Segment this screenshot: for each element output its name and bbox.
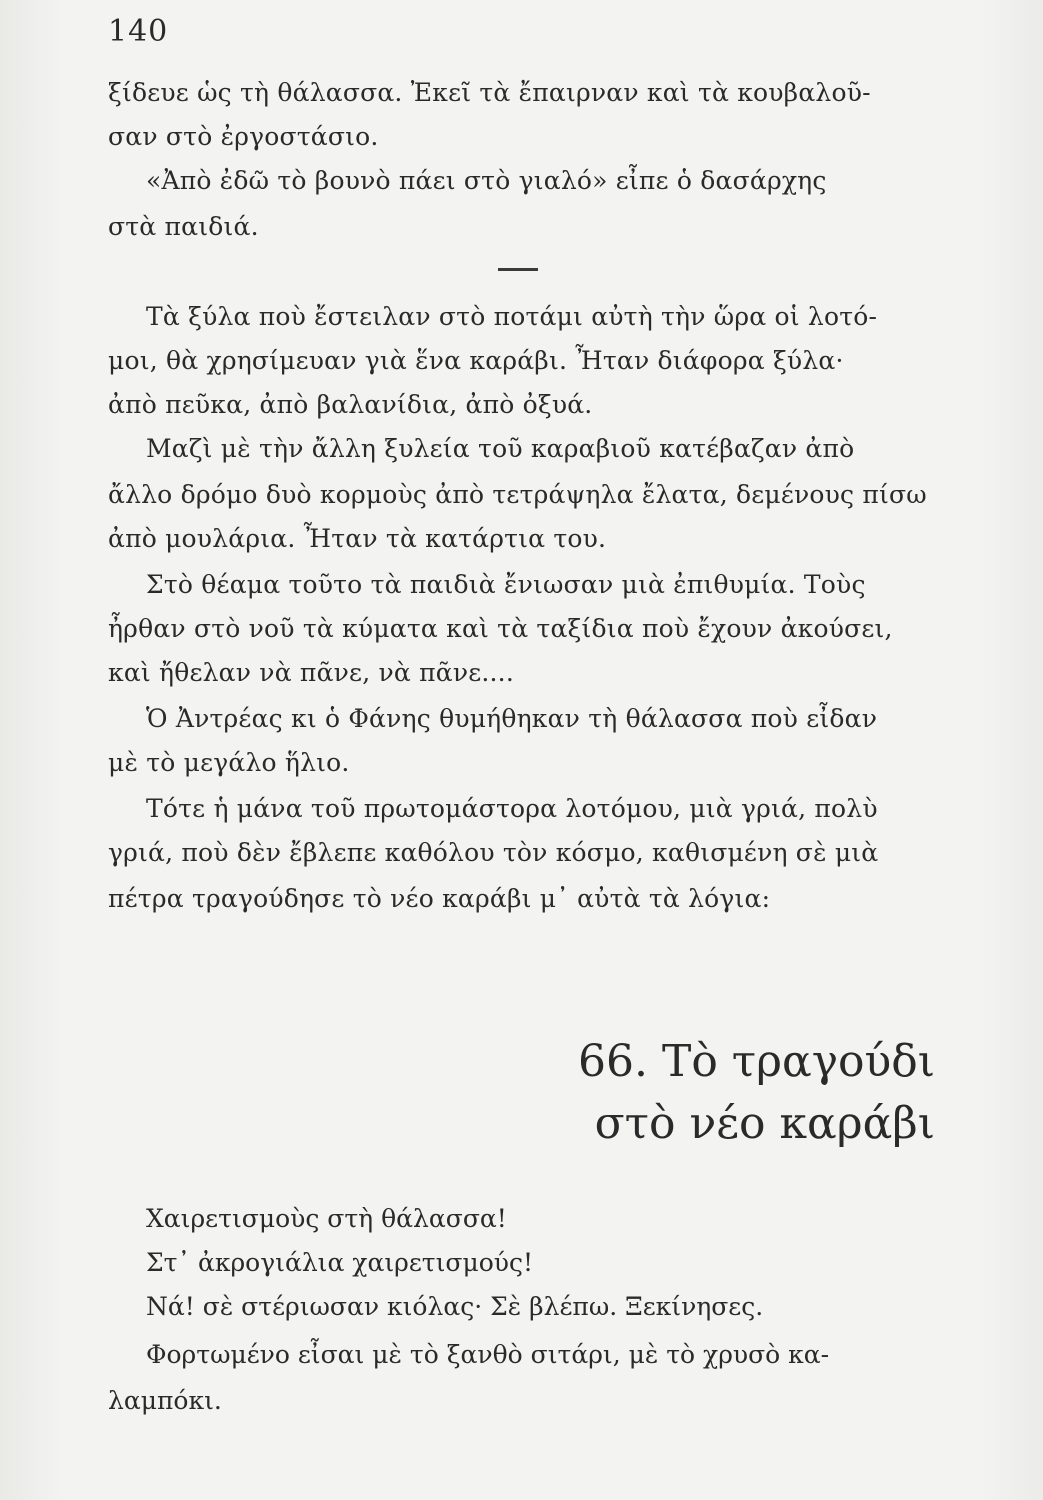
poem-line: λαμπόκι.	[108, 1386, 222, 1415]
page-number: 140	[108, 14, 169, 49]
text-line: μὲ τὸ μεγάλο ἥλιο.	[108, 748, 350, 777]
poem-line: Στ᾽ ἀκρογιάλια χαιρετισμούς!	[146, 1248, 534, 1277]
text-line: «Ἀπὸ ἐδῶ τὸ βουνὸ πάει στὸ γιαλό» εἶπε ὁ δασάρχης	[146, 166, 827, 195]
text-line: Τὰ ξύλα ποὺ ἔστειλαν στὸ ποτάμι αὐτὴ τὴν ὥρα οἱ λοτό-	[146, 302, 878, 331]
text-line: ἄλλο δρόμο δυὸ κορμοὺς ἀπὸ τετράψηλα ἔλατα, δεμένους πίσω	[108, 480, 927, 509]
poem-line: Φορτωμένο εἶσαι μὲ τὸ ξανθὸ σιτάρι, μὲ τὸ χρυσὸ κα-	[146, 1340, 830, 1369]
poem-line: Νά! σὲ στέριωσαν κιόλας· Σὲ βλέπω. Ξεκίνησες.	[146, 1292, 764, 1321]
text-line: ξίδευε ὡς τὴ θάλασσα. Ἐκεῖ τὰ ἔπαιρναν καὶ τὰ κουβαλοῦ-	[108, 78, 871, 107]
text-line: σαν στὸ ἐργοστάσιο.	[108, 122, 379, 151]
text-line: ἦρθαν στὸ νοῦ τὰ κύματα καὶ τὰ ταξίδια ποὺ ἔχουν ἀκούσει,	[108, 614, 893, 643]
poem-line: Χαιρετισμοὺς στὴ θάλασσα!	[146, 1204, 507, 1233]
text-line: μοι, θὰ χρησίμευαν γιὰ ἕνα καράβι. Ἦταν διάφορα ξύλα·	[108, 346, 844, 375]
text-line: ἀπὸ μουλάρια. Ἦταν τὰ κατάρτια του.	[108, 524, 607, 553]
text-line: γριά, ποὺ δὲν ἔβλεπε καθόλου τὸν κόσμο, καθισμένη σὲ μιὰ	[108, 838, 879, 867]
text-line: ἀπὸ πεῦκα, ἀπὸ βαλανίδια, ἀπὸ ὀξυά.	[108, 390, 593, 419]
text-line: καὶ ἤθελαν νὰ πᾶνε, νὰ πᾶνε....	[108, 658, 514, 687]
text-line: πέτρα τραγούδησε τὸ νέο καράβι μ᾽ αὐτὰ τὰ λόγια:	[108, 884, 771, 913]
text-line: Μαζὶ μὲ τὴν ἄλλη ξυλεία τοῦ καραβιοῦ κατέβαζαν ἀπὸ	[146, 434, 855, 463]
section-heading: 66. Τὸ τραγούδι	[578, 1036, 935, 1087]
text-line: Ὁ Ἀντρέας κι ὁ Φάνης θυμήθηκαν τὴ θάλασσα ποὺ εἶδαν	[146, 704, 878, 733]
text-line: Τότε ἡ μάνα τοῦ πρωτομάστορα λοτόμου, μιὰ γριά, πολὺ	[146, 794, 878, 823]
section-heading: στὸ νέο καράβι	[594, 1098, 935, 1149]
text-line: Στὸ θέαμα τοῦτο τὰ παιδιὰ ἔνιωσαν μιὰ ἐπιθυμία. Τοὺς	[146, 570, 866, 599]
text-line: στὰ παιδιά.	[108, 212, 259, 241]
section-divider	[498, 268, 538, 271]
